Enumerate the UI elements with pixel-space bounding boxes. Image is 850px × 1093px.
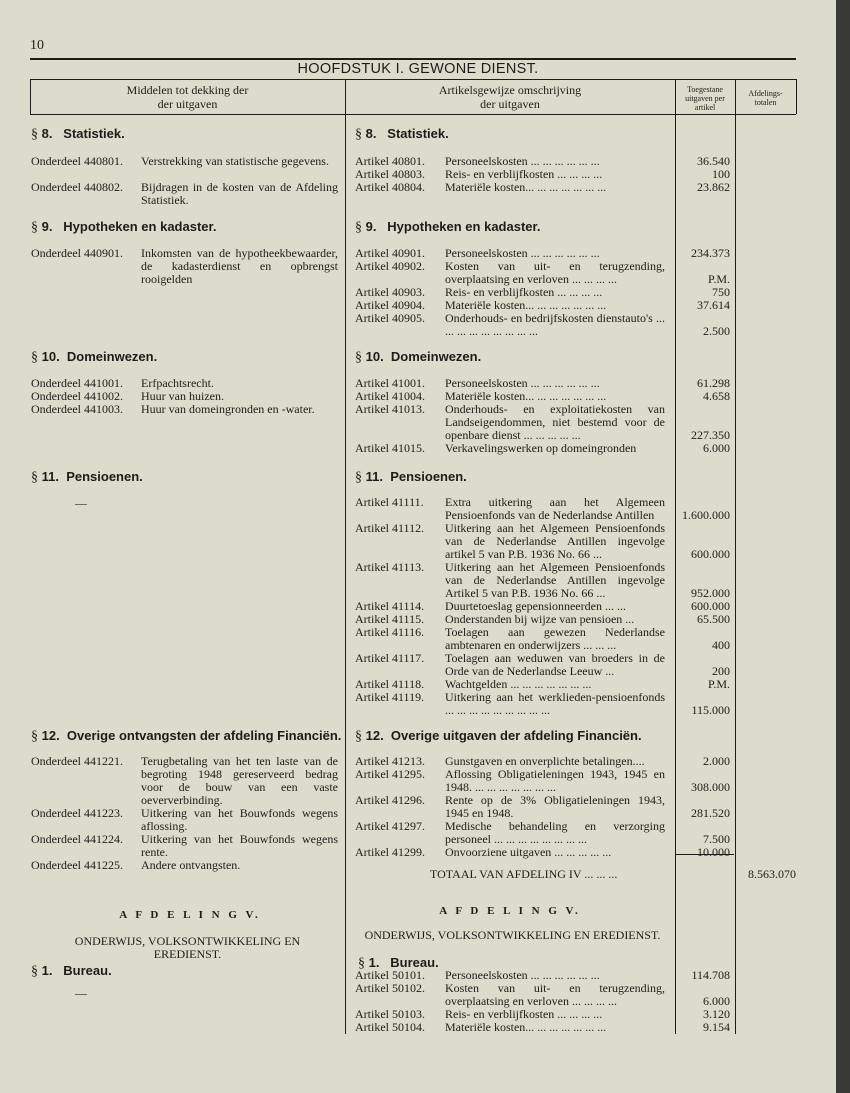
article-amount: 400 xyxy=(712,638,730,652)
article-description: Uitkering aan het werklieden-pensioenfonds ... ... ... ... ... ... ... ... ... xyxy=(445,690,665,717)
article-description: Gunstgaven en onverplichte betalingen.... xyxy=(445,754,645,768)
page-edge xyxy=(836,0,850,1093)
article-description: Reis- en verblijfkosten ... ... ... ... xyxy=(445,285,603,299)
article-amount: P.M. xyxy=(707,677,730,691)
article-code: Artikel 41112. xyxy=(355,521,425,535)
article-amount: 10.000 xyxy=(697,845,730,859)
article-code: Artikel 41013. xyxy=(355,402,425,416)
article-amount: 600.000 xyxy=(691,547,730,561)
article-code: Artikel 41004. xyxy=(355,389,425,403)
article-amount: 2.500 xyxy=(703,324,730,338)
article-code: Artikel 41117. xyxy=(355,651,425,665)
article-code: Artikel 41015. xyxy=(355,441,425,455)
article-description: Personeelskosten ... ... ... ... ... ... xyxy=(445,246,600,260)
article-description: Materiële kosten... ... ... ... ... ... ... xyxy=(445,298,607,312)
section-heading: § 1. Bureau. xyxy=(31,963,112,979)
document-page: 10 HOOFDSTUK I. GEWONE DIENST. Middelen tot dekking der der uitgaven Artikelsgewijze omschrijving der uitgaven Toegestane uitgaven per artikel Afdelings- totalen § 8. Statistiek. Onderdeel 440801. Verstrekking van statistische gegevens. Onderdeel 440802. Bijdragen in de kosten van de Afdeling Statistiek. § 9. Hypotheken en kadaster. Onderdeel 440901. Inkomsten van de hypotheekbewaarder, de kadasterdienst en opbrengst rooigelden § 10. Domeinwezen. Onderdeel 441001. Erfpachtsrecht. Onderdeel 441002. Huur van huizen. Onderdeel 441003. Huur van domeingronden en -water. § 11. Pensioenen. — § 12. Overige ontvangsten der afdeling Financiën. Onderdeel 441221. Terugbetaling van het ten laste van de begroting 1948 gereserveerd bedrag voor de bouw van een vaste oeververbinding. Onderdeel 441223. Uitkering van het Bouwfonds wegens aflossing. Onderdeel 441224. Uitkering van het Bouwfonds wegens rente. Onderdeel 441225. Andere ontvangsten. A F D E L I N G V. ONDERWIJS, VOLKSONTWIKKELING EN EREDIENST. § 1. Bureau. — § 8. Statistiek. § 9. Hypotheken en kadaster. § 10. Domeinwezen. § 11. Pensioenen. § 12. Overige uitgaven der afdeling Financiën. TOTAAL VAN AFDELING IV ... ... ... 8.563.070 A F D E L I N G V. ONDERWIJS, VOLKSONTWIKKELING EN EREDIENST. § 1. Bureau. Artikel 40801. Personeelskosten ... ... ... ... ... ... 36.540 Artikel 40803. Reis- en verblijfkosten ... ... ... ... 100 Artikel 40804. Materiële kosten... ... ... ... ... ... ... 23.862 Artikel 40901. Personeelskosten ... ... ... ... ... ... 234.373 Artikel 40902. Kosten van uit- en terugzending, overplaatsing en verloven ... ... ... ... P.M. Artikel 40903. Reis- en verblijfkosten ... ... ... ... 750 Artikel 40904. Materiële kosten... ... ... ... ... ... ... 37.614 Artikel 40905. Onderhouds- en bedrijfskosten dienstauto's ... ... ... ... ... ... ... ... ... 2.500 Artikel 41001. Personeelskosten ... ... ... ... ... ... 61.298 Artikel 41004. Materiële kosten... ... ... ... ... ... ... 4.658 Artikel 41013. Onderhouds- en exploitatiekosten van Landseigendommen, niet bestemd voor de openbare dienst ... ... ... ... ... 227.350 Artikel 41015. Verkavelingswerken op domeingronden 6.000 Artikel 41111. Extra uitkering aan het Algemeen Pensioenfonds van de Nederlandse Antillen 1.600.000 Artikel 41112. Uitkering aan het Algemeen Pensioenfonds van de Nederlandse Antillen ingevolge artikel 5 van P.B. 1936 No. 66 ... 600.000 Artikel 41113. Uitkering aan het Algemeen Pensioenfonds van de Nederlandse Antillen ingevolge Artikel 5 van P.B. 1936 No. 66 ... 952.000 Artikel 41114. Duurtetoeslag gepensionneerden ... ... 600.000 Artikel 41115. Onderstanden bij wijze van pensioen ... 65.500 Artikel 41116. Toelagen aan gewezen Nederlandse ambtenaren en onderwijzers ... ... ... 400 Artikel 41117. Toelagen aan weduwen van broeders in de Orde van de Nederlandse Leeuw ... 200 Artikel 41118. Wachtgelden ... ... ... ... ... ... ... P.M. Artikel 41119. Uitkering aan het werklieden-pensioenfonds ... ... ... ... ... ... ... ... ... 115.000 Artikel 41213. Gunstgaven en onverplichte betalingen.... 2.000 Artikel 41295. Aflossing Obligatieleningen 1943, 1945 en 1948. ... ... ... ... ... ... ... 308.000 Artikel 41296. Rente op de 3% Obligatieleningen 1943, 1945 en 1948. 281.520 Artikel 41297. Medische behandeling en verzorging personeel ... ... ... ... ... ... ... ... 7.500 Artikel 41299. Onvoorziene uitgaven ... ... ... ... ... 10.000 Artikel 50101. Personeelskosten ... ... ... ... ... ... 114.708 Artikel 50102. Kosten van uit- en terugzending, overplaatsing en verloven ... ... ... ... 6.000 Artikel 50103. Reis- en verblijfkosten ... ... ... ... 3.120 Artikel 50104. Materiële kosten... ... ... ... ... ... ... 9.154 xyxy=(0,0,836,1093)
article-code: Artikel 41113. xyxy=(355,560,425,574)
article-amount: 308.000 xyxy=(691,780,730,794)
chapter-title: HOOFDSTUK I. GEWONE DIENST. xyxy=(297,61,539,77)
article-description: Kosten van uit- en terugzending, overplaatsing en verloven ... ... ... ... xyxy=(445,259,665,286)
article-description: Toelagen aan gewezen Nederlandse ambtenaren en onderwijzers ... ... ... xyxy=(445,625,665,652)
article-code: Artikel 40902. xyxy=(355,259,425,273)
article-description: Onvoorziene uitgaven ... ... ... ... ... xyxy=(445,845,612,859)
section-heading: § 9. Hypotheken en kadaster. xyxy=(31,219,217,235)
header-rule xyxy=(30,79,796,80)
column-header-line: Afdelings- xyxy=(748,89,783,98)
article-description: Reis- en verblijfkosten ... ... ... ... xyxy=(445,167,603,181)
division-heading: A F D E L I N G V. xyxy=(439,905,581,917)
article-amount: 114.708 xyxy=(691,968,730,982)
article-amount: 227.350 xyxy=(691,428,730,442)
article-code: Artikel 41295. xyxy=(355,767,425,781)
column-divider xyxy=(796,79,797,114)
article-amount: 2.000 xyxy=(703,754,730,768)
article-description: Duurtetoeslag gepensionneerden ... ... xyxy=(445,599,626,613)
section-heading: § 10. Domeinwezen. xyxy=(355,349,482,365)
article-description: Onderhouds- en exploitatiekosten van Landseigendommen, niet bestemd voor de openbare dienst ... ... ... ... ... xyxy=(445,402,665,442)
article-amount: 750 xyxy=(712,285,730,299)
article-description: Onderhouds- en bedrijfskosten dienstauto's ... ... ... ... ... ... ... ... ... xyxy=(445,311,665,338)
article-description: Extra uitkering aan het Algemeen Pensioenfonds van de Nederlandse Antillen xyxy=(445,495,665,522)
division-heading: A F D E L I N G V. xyxy=(119,909,261,921)
article-code: Artikel 40801. xyxy=(355,154,425,168)
article-code: Artikel 41299. xyxy=(355,845,425,859)
article-amount: 65.500 xyxy=(697,612,730,626)
article-amount: 61.298 xyxy=(697,376,730,390)
article-code: Artikel 41115. xyxy=(355,612,425,626)
article-description: Verkavelingswerken op domeingronden xyxy=(445,441,637,455)
column-header-line: uitgaven per xyxy=(685,94,725,103)
article-code: Artikel 50101. xyxy=(355,968,425,982)
top-rule xyxy=(30,58,796,60)
page-number: 10 xyxy=(30,38,44,53)
article-description: Uitkering aan het Algemeen Pensioenfonds van de Nederlandse Antillen ingevolge artikel 5 van P.B. 1936 No. 66 ... xyxy=(445,521,665,561)
column-header-line: der uitgaven xyxy=(157,97,218,111)
article-amount: 100 xyxy=(712,167,730,181)
article-description: Kosten van uit- en terugzending, overplaatsing en verloven ... ... ... ... xyxy=(445,981,665,1008)
article-amount: P.M. xyxy=(707,272,730,286)
total-value: 8.563.070 xyxy=(748,867,796,881)
column-header-line: totalen xyxy=(754,98,777,107)
article-description: Aflossing Obligatieleningen 1943, 1945 en 1948. ... ... ... ... ... ... ... xyxy=(445,767,665,794)
article-amount: 37.614 xyxy=(697,298,730,312)
article-amount: 115.000 xyxy=(691,703,730,717)
article-code: Artikel 50104. xyxy=(355,1020,425,1034)
column-header-total xyxy=(735,89,796,107)
section-heading: § 10. Domeinwezen. xyxy=(31,349,158,365)
article-amount: 281.520 xyxy=(691,806,730,820)
column-header-line: Toegestane xyxy=(687,85,723,94)
total-label: TOTAAL VAN AFDELING IV ... ... ... xyxy=(430,867,618,881)
article-code: Artikel 40905. xyxy=(355,311,425,325)
empty-dash: — xyxy=(75,496,87,510)
section-heading: § 8. Statistiek. xyxy=(355,126,449,142)
article-code: Artikel 50102. xyxy=(355,981,425,995)
article-code: Artikel 41001. xyxy=(355,376,425,390)
column-header-mid xyxy=(345,83,675,111)
article-code: Artikel 40903. xyxy=(355,285,425,299)
section-heading: § 12. Overige ontvangsten der afdeling Financiën. xyxy=(31,728,342,744)
article-code: Artikel 41116. xyxy=(355,625,425,639)
article-code: Artikel 41119. xyxy=(355,690,425,704)
section-heading: § 9. Hypotheken en kadaster. xyxy=(355,219,541,235)
column-header-left xyxy=(30,83,345,111)
section-heading: § 11. Pensioenen. xyxy=(355,469,467,485)
article-code: Artikel 41213. xyxy=(355,754,425,768)
article-description: Onderstanden bij wijze van pensioen ... xyxy=(445,612,635,626)
section-heading: § 12. Overige uitgaven der afdeling Financiën. xyxy=(355,728,642,744)
article-amount: 4.658 xyxy=(703,389,730,403)
article-amount: 36.540 xyxy=(697,154,730,168)
column-header-rule xyxy=(30,114,796,115)
column-header-line: Middelen tot dekking der xyxy=(126,83,249,97)
article-description: Materiële kosten... ... ... ... ... ... ... xyxy=(445,389,607,403)
division-subtitle: ONDERWIJS, VOLKSONTWIKKELING EN EREDIENST. xyxy=(74,934,301,961)
article-amount: 1.600.000 xyxy=(682,508,730,522)
article-amount: 952.000 xyxy=(691,586,730,600)
article-amount: 6.000 xyxy=(703,441,730,455)
article-description: Rente op de 3% Obligatieleningen 1943, 1945 en 1948. xyxy=(445,793,665,820)
article-code: Artikel 41111. xyxy=(355,495,424,509)
column-divider xyxy=(735,79,736,1034)
article-amount: 6.000 xyxy=(703,994,730,1008)
article-amount: 200 xyxy=(712,664,730,678)
article-code: Artikel 41114. xyxy=(355,599,425,613)
article-code: Artikel 40901. xyxy=(355,246,425,260)
article-description: Materiële kosten... ... ... ... ... ... ... xyxy=(445,1020,607,1034)
article-description: Materiële kosten... ... ... ... ... ... ... xyxy=(445,180,607,194)
division-subtitle: ONDERWIJS, VOLKSONTWIKKELING EN EREDIENST. xyxy=(364,928,661,942)
article-description: Wachtgelden ... ... ... ... ... ... ... xyxy=(445,677,592,691)
article-amount: 23.862 xyxy=(697,180,730,194)
column-header-line: Artikelsgewijze omschrijving xyxy=(438,83,582,97)
article-code: Artikel 40804. xyxy=(355,180,425,194)
column-header-amount xyxy=(675,85,735,112)
article-amount: 7.500 xyxy=(703,832,730,846)
article-description: Uitkering aan het Algemeen Pensioenfonds van de Nederlandse Antillen ingevolge Artikel 5 van P.B. 1936 No. 66 ... xyxy=(445,560,665,600)
article-code: Artikel 40803. xyxy=(355,167,425,181)
column-header-line: artikel xyxy=(694,103,716,112)
article-description: Personeelskosten ... ... ... ... ... ... xyxy=(445,154,600,168)
article-code: Artikel 41118. xyxy=(355,677,425,691)
article-description: Medische behandeling en verzorging personeel ... ... ... ... ... ... ... ... xyxy=(445,819,665,846)
article-description: Personeelskosten ... ... ... ... ... ... xyxy=(445,968,600,982)
article-amount: 3.120 xyxy=(703,1007,730,1021)
section-heading: § 8. Statistiek. xyxy=(31,126,125,142)
article-code: Artikel 41296. xyxy=(355,793,425,807)
article-code: Artikel 41297. xyxy=(355,819,425,833)
section-heading: § 11. Pensioenen. xyxy=(31,469,143,485)
empty-dash: — xyxy=(75,986,87,1000)
column-divider xyxy=(345,79,346,1034)
article-description: Toelagen aan weduwen van broeders in de Orde van de Nederlandse Leeuw ... xyxy=(445,651,665,678)
article-description: Reis- en verblijfkosten ... ... ... ... xyxy=(445,1007,603,1021)
article-amount: 600.000 xyxy=(691,599,730,613)
column-header-line: der uitgaven xyxy=(480,97,540,111)
article-amount: 234.373 xyxy=(691,246,730,260)
article-code: Artikel 50103. xyxy=(355,1007,425,1021)
article-amount: 9.154 xyxy=(703,1020,730,1034)
section-heading: § 1. Bureau. xyxy=(358,955,439,971)
article-code: Artikel 40904. xyxy=(355,298,425,312)
article-description: Personeelskosten ... ... ... ... ... ... xyxy=(445,376,600,390)
